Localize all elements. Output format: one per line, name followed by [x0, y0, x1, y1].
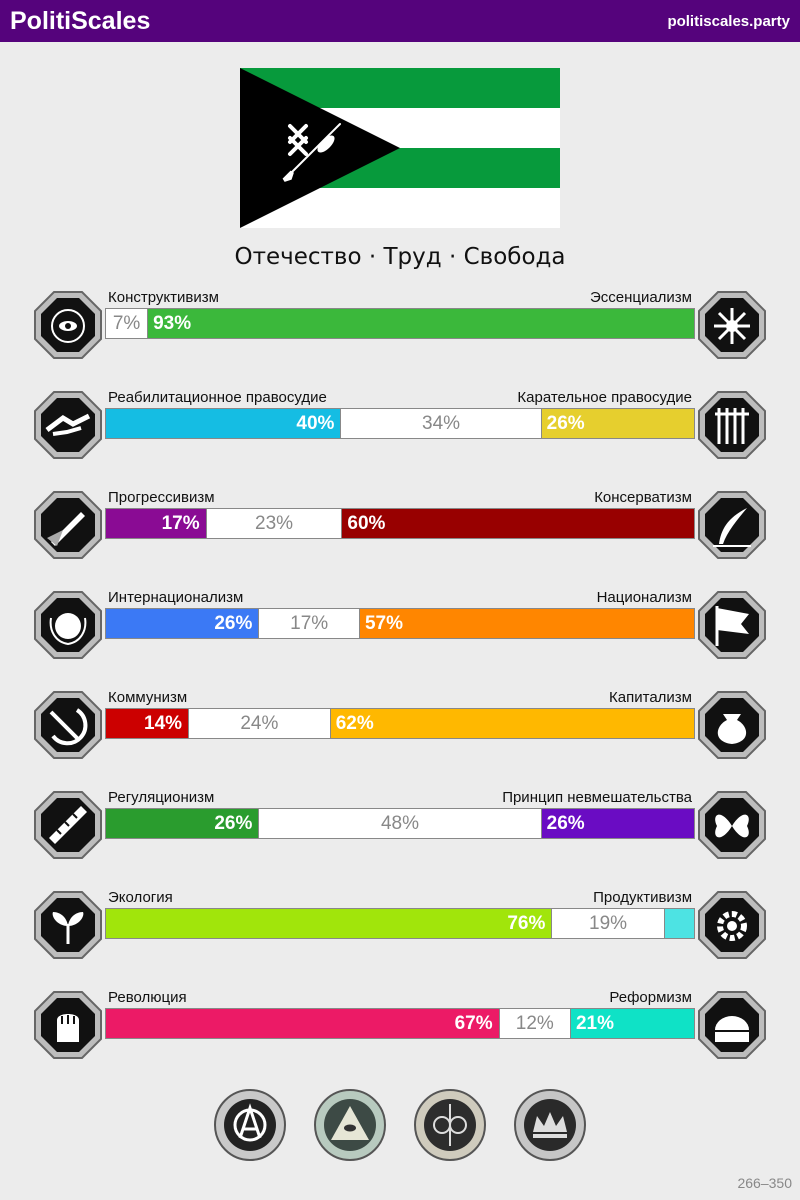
quill-icon: [697, 490, 767, 560]
flag-icon: [697, 590, 767, 660]
mission-badge-icon[interactable]: [413, 1088, 487, 1162]
axis-neutral-value: 12%: [515, 1013, 554, 1034]
eye-in-globe-icon: [33, 290, 103, 360]
axis-left-value: 26%: [214, 813, 253, 834]
axis-neutral-segment: [189, 709, 331, 738]
axis-neutral-value: 34%: [422, 413, 461, 434]
axis-right-segment: [571, 1009, 694, 1038]
axis-right-value: 26%: [546, 413, 585, 434]
axis-right-value: 21%: [575, 1013, 614, 1034]
axis-bar: [105, 608, 695, 639]
axis-neutral-segment: [552, 909, 664, 938]
axis-left-value: 14%: [144, 713, 183, 734]
axis-left-value: 26%: [214, 613, 253, 634]
axis-bar: [105, 708, 695, 739]
axis-right-label: Эссенциализм: [589, 289, 692, 306]
axis-right-label: Принцип невмешательства: [502, 789, 692, 806]
fist-icon: [33, 990, 103, 1060]
axis-left-label: Революция: [108, 989, 187, 1006]
axis-right-label: Консерватизм: [594, 489, 692, 506]
axis-left-label: Конструктивизм: [108, 289, 219, 306]
motto: Отечество · Труд · Свобода: [234, 244, 566, 270]
rocket-icon: [33, 490, 103, 560]
axis-left-segment: [106, 509, 207, 538]
axis-right-value: 62%: [335, 713, 374, 734]
axis-left-segment: [106, 1009, 500, 1038]
money-bag-icon: [697, 690, 767, 760]
axis-left-label: Коммунизм: [108, 689, 188, 706]
axis-right-segment: [665, 909, 694, 938]
axis-row: [0, 786, 800, 866]
axis-left-label: Интернационализм: [108, 589, 244, 606]
hammer-sickle-icon: [33, 690, 103, 760]
axis-neutral-value: 17%: [290, 613, 329, 634]
axis-bar: [105, 408, 695, 439]
axis-row: [0, 886, 800, 966]
axis-neutral-value: 19%: [589, 913, 628, 934]
axis-right-label: Реформизм: [609, 989, 692, 1006]
axis-right-value: 57%: [364, 613, 404, 634]
axis-row: [0, 286, 800, 366]
axis-right-segment: [360, 609, 694, 638]
axis-neutral-segment: [341, 409, 541, 438]
site-link[interactable]: politiscales.party: [667, 13, 790, 30]
axis-bar: [105, 908, 695, 939]
axis-right-label: Карательное правосудие: [517, 389, 692, 406]
axis-row: [0, 586, 800, 666]
gear-icon: [697, 890, 767, 960]
axis-left-value: 40%: [296, 413, 335, 434]
axis-neutral-segment: [259, 609, 360, 638]
axis-right-label: Капитализм: [609, 689, 692, 706]
axis-left-segment: [106, 909, 552, 938]
axis-left-segment: [106, 409, 341, 438]
crown-badge-icon[interactable]: [513, 1088, 587, 1162]
axis-bar: [105, 308, 695, 339]
axis-row: [0, 486, 800, 566]
axis-right-value: 26%: [546, 813, 585, 834]
axis-bar: [105, 508, 695, 539]
anarchism-badge-icon[interactable]: [213, 1088, 287, 1162]
handshake-icon: [33, 390, 103, 460]
flag: [240, 68, 560, 228]
axis-row: [0, 386, 800, 466]
sprout-icon: [33, 890, 103, 960]
axis-right-label: Продуктивизм: [593, 889, 692, 906]
axis-neutral-segment: [207, 509, 343, 538]
axis-neutral-segment: [259, 809, 541, 838]
axis-row: [0, 686, 800, 766]
axis-bar: [105, 808, 695, 839]
axis-left-value: 67%: [454, 1013, 493, 1034]
parliament-icon: [697, 990, 767, 1060]
axis-left-label: Реабилитационное правосудие: [108, 389, 327, 406]
axis-row: [0, 986, 800, 1066]
prison-bars-icon: [697, 390, 767, 460]
butterfly-icon: [697, 790, 767, 860]
page-range: 266–350: [737, 1175, 792, 1191]
flower-icon: [697, 290, 767, 360]
axis-left-segment: [106, 309, 148, 338]
axis-bar: [105, 1008, 695, 1039]
axis-right-segment: [148, 309, 694, 338]
axis-left-label: Прогрессивизм: [108, 489, 215, 506]
axis-left-label: Регуляционизм: [108, 789, 215, 806]
axis-right-value: 60%: [347, 513, 386, 534]
axis-neutral-segment: [500, 1009, 571, 1038]
axis-right-segment: [542, 409, 694, 438]
axis-right-segment: [542, 809, 694, 838]
axis-left-segment: [106, 609, 259, 638]
axis-right-segment: [342, 509, 694, 538]
axis-right-segment: [331, 709, 694, 738]
axis-left-segment: [106, 709, 189, 738]
axis-neutral-value: 48%: [380, 813, 420, 834]
axis-left-label: Экология: [108, 889, 173, 906]
axis-right-label: Национализм: [596, 589, 692, 606]
axis-left-value: 76%: [507, 913, 546, 934]
top-bar: [0, 0, 800, 42]
ruler-icon: [33, 790, 103, 860]
axis-right-value: 93%: [153, 313, 192, 334]
axis-neutral-value: 23%: [255, 513, 294, 534]
axis-left-value: 17%: [161, 513, 200, 534]
axis-left-value: 7%: [112, 313, 141, 334]
axis-left-segment: [106, 809, 259, 838]
globe-laurel-icon: [33, 590, 103, 660]
badges: [0, 1088, 800, 1164]
axis-neutral-value: 24%: [240, 713, 279, 734]
eye-pyramid-badge-icon[interactable]: [313, 1088, 387, 1162]
brand-title[interactable]: PolitiScales: [10, 7, 151, 35]
